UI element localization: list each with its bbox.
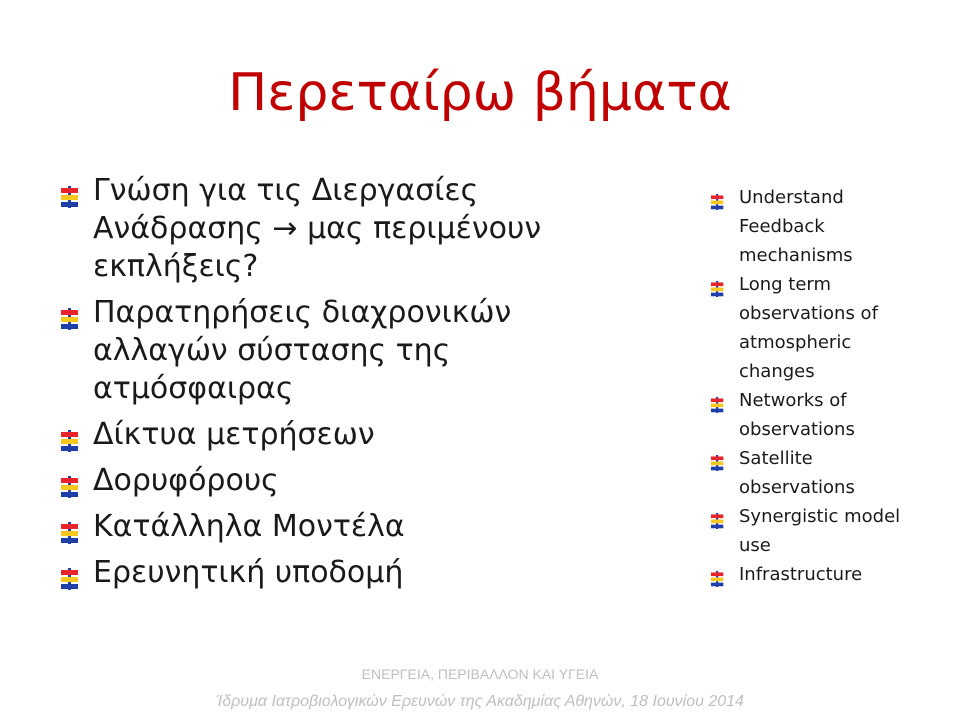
main-bullet-text: Γνώση για τις Διεργασίες Ανάδρασης → μας περιμένουν εκπλήξεις? — [93, 173, 542, 284]
stacked-bar-bullet-icon — [60, 562, 80, 600]
main-bullet-text: Παρατηρήσεις διαχρονικών αλλαγών σύστασης της ατμόσφαιρας — [93, 295, 512, 406]
main-bullet-item — [60, 172, 620, 286]
main-bullet-item — [60, 294, 620, 408]
main-bullet-item — [60, 554, 620, 592]
stacked-bar-bullet-icon — [710, 567, 725, 596]
side-bullet-item — [710, 183, 910, 270]
main-bullet-text: Δίκτυα μετρήσεων — [93, 417, 375, 452]
slide-title: Περεταίρω βήματα — [228, 63, 732, 123]
stacked-bar-bullet-icon — [710, 509, 725, 538]
side-bullet-text: Networks of observations — [739, 390, 855, 440]
side-bullet-text: Satellite observations — [739, 448, 855, 498]
main-bullet-item — [60, 416, 620, 454]
stacked-bar-bullet-icon — [60, 180, 80, 218]
side-bullet-item — [710, 444, 910, 502]
side-bullet-text: Long term observations of atmospheric changes — [739, 274, 878, 382]
main-bullet-text: Ερευνητική υποδομή — [93, 555, 404, 590]
main-bullet-text: Δορυφόρους — [93, 463, 279, 498]
footer-venue-date: Ίδρυμα Ιατροβιολογικών Ερευνών της Ακαδημίας Αθηνών, 18 Ιουνίου 2014 — [216, 693, 744, 710]
stacked-bar-bullet-icon — [60, 470, 80, 508]
side-bullet-text: Synergistic model use — [739, 506, 901, 556]
stacked-bar-bullet-icon — [710, 277, 725, 306]
side-bullet-item — [710, 502, 910, 560]
side-bullet-item — [710, 270, 910, 386]
stacked-bar-bullet-icon — [710, 393, 725, 422]
stacked-bar-bullet-icon — [60, 424, 80, 462]
side-bullet-list — [710, 183, 910, 589]
stacked-bar-bullet-icon — [710, 451, 725, 480]
footer-event-title: ΕΝΕΡΓΕΙΑ, ΠΕΡΙΒΑΛΛΟΝ ΚΑΙ ΥΓΕΙΑ — [361, 666, 599, 682]
stacked-bar-bullet-icon — [710, 190, 725, 219]
side-bullet-text: Infrastructure — [739, 564, 863, 585]
stacked-bar-bullet-icon — [60, 302, 80, 340]
main-bullet-text: Κατάλληλα Μοντέλα — [93, 509, 405, 544]
side-bullet-item — [710, 386, 910, 444]
main-bullet-item — [60, 508, 620, 546]
main-bullet-item — [60, 462, 620, 500]
side-bullet-text: Understand Feedback mechanisms — [739, 187, 853, 266]
stacked-bar-bullet-icon — [60, 516, 80, 554]
side-bullet-item — [710, 560, 910, 589]
main-bullet-list — [60, 172, 620, 600]
